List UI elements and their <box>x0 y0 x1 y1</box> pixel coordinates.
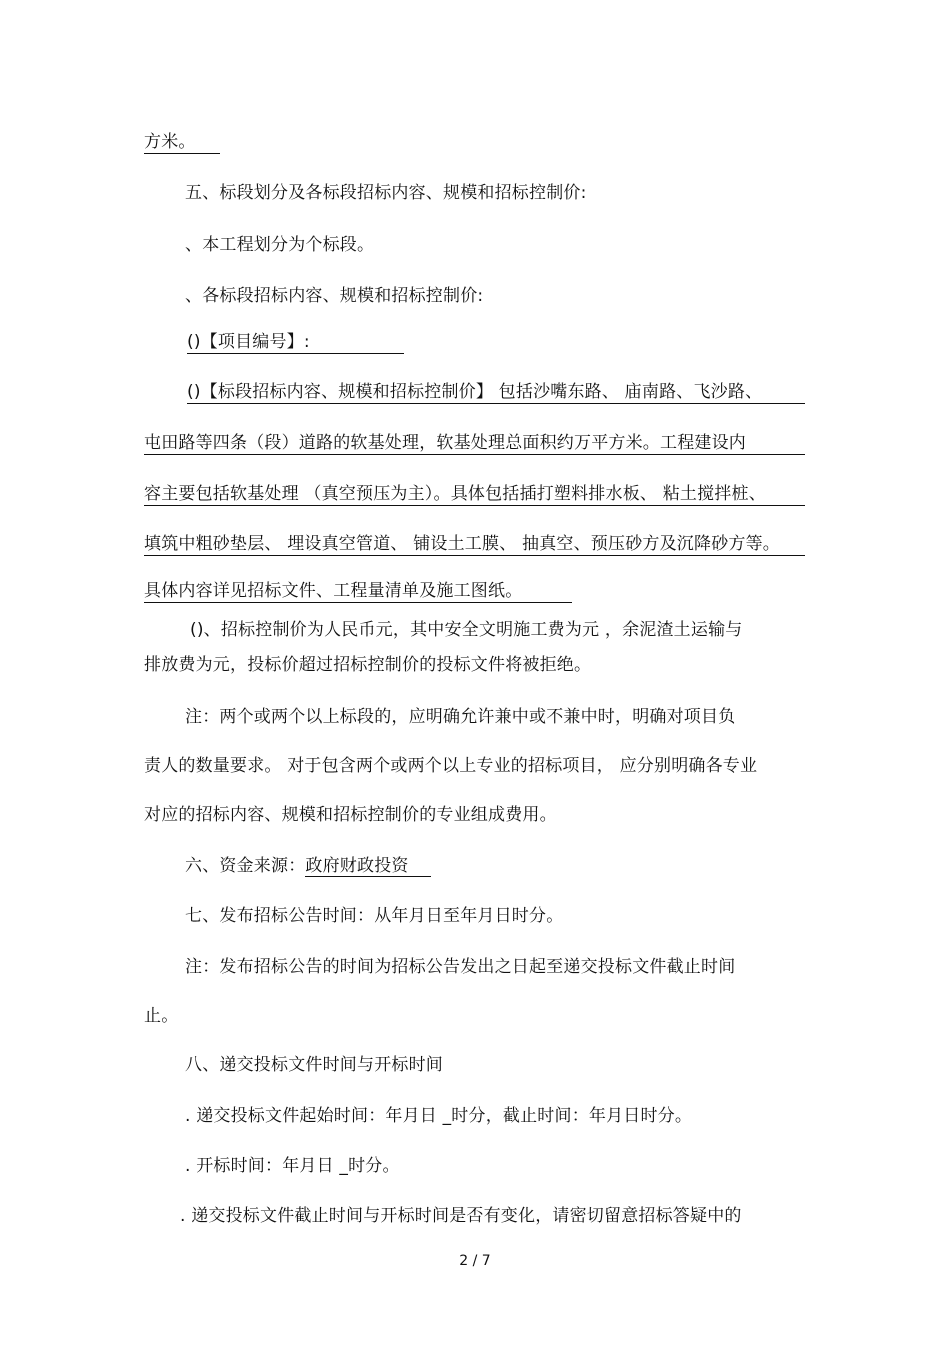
text-line: 屯田路等四条（段）道路的软基处理，软基处理总面积约万平方米。工程建设内 <box>144 432 805 455</box>
note-line: 注：两个或两个以上标段的，应明确允许兼中或不兼中时，明确对项目负 <box>185 707 736 727</box>
text-line: ()【标段招标内容、规模和招标控制价】 包括沙嘴东路、 庙南路、飞沙路、 <box>187 381 805 404</box>
section-heading-7: 七、发布招标公告时间：从年月日至年月日时分。 <box>185 906 564 926</box>
section-heading-5: 五、标段划分及各标段招标内容、规模和招标控制价: <box>185 183 587 203</box>
text-line: . 递交投标文件截止时间与开标时间是否有变化，请密切留意招标答疑中的 <box>180 1206 742 1226</box>
funding-label: 六、资金来源： <box>185 856 306 876</box>
text-line: 排放费为元，投标价超过招标控制价的投标文件将被拒绝。 <box>144 655 592 675</box>
text-line: 责人的数量要求。 对于包含两个或两个以上专业的招标项目， 应分别明确各专业 <box>144 756 758 776</box>
text-line: 对应的招标内容、规模和招标控制价的专业组成费用。 <box>144 805 557 825</box>
funding-value: 政府财政投资 <box>305 856 430 877</box>
text-line: 、本工程划分为个标段。 <box>185 235 375 255</box>
section-heading-6 <box>185 855 431 877</box>
text-line: 容主要包括软基处理 （真空预压为主）。具体包括插打塑料排水板、 粘土搅拌桩、 <box>144 483 805 506</box>
text-line: . 递交投标文件起始时间：年月日 _时分，截止时间：年月日时分。 <box>185 1106 693 1126</box>
note-line: 注：发布招标公告的时间为招标公告发出之日起至递交投标文件截止时间 <box>185 957 736 977</box>
text-line: . 开标时间：年月日 _时分。 <box>185 1156 400 1176</box>
text-line: 填筑中粗砂垫层、 埋设真空管道、 铺设土工膜、 抽真空、预压砂方及沉降砂方等。 <box>144 533 805 556</box>
text-line: 方米。 <box>144 131 220 154</box>
section-heading-8: 八、递交投标文件时间与开标时间 <box>185 1055 443 1075</box>
text-line: ()、招标控制价为人民币元，其中安全文明施工费为元 ，余泥渣土运输与 <box>190 620 743 640</box>
page-number: 2 / 7 <box>459 1253 491 1269</box>
project-number-line: ()【项目编号】: <box>187 331 404 354</box>
text-line: 止。 <box>144 1006 179 1026</box>
text-line: 、各标段招标内容、规模和招标控制价: <box>185 286 484 306</box>
text-line: 具体内容详见招标文件、工程量清单及施工图纸。 <box>144 580 572 603</box>
